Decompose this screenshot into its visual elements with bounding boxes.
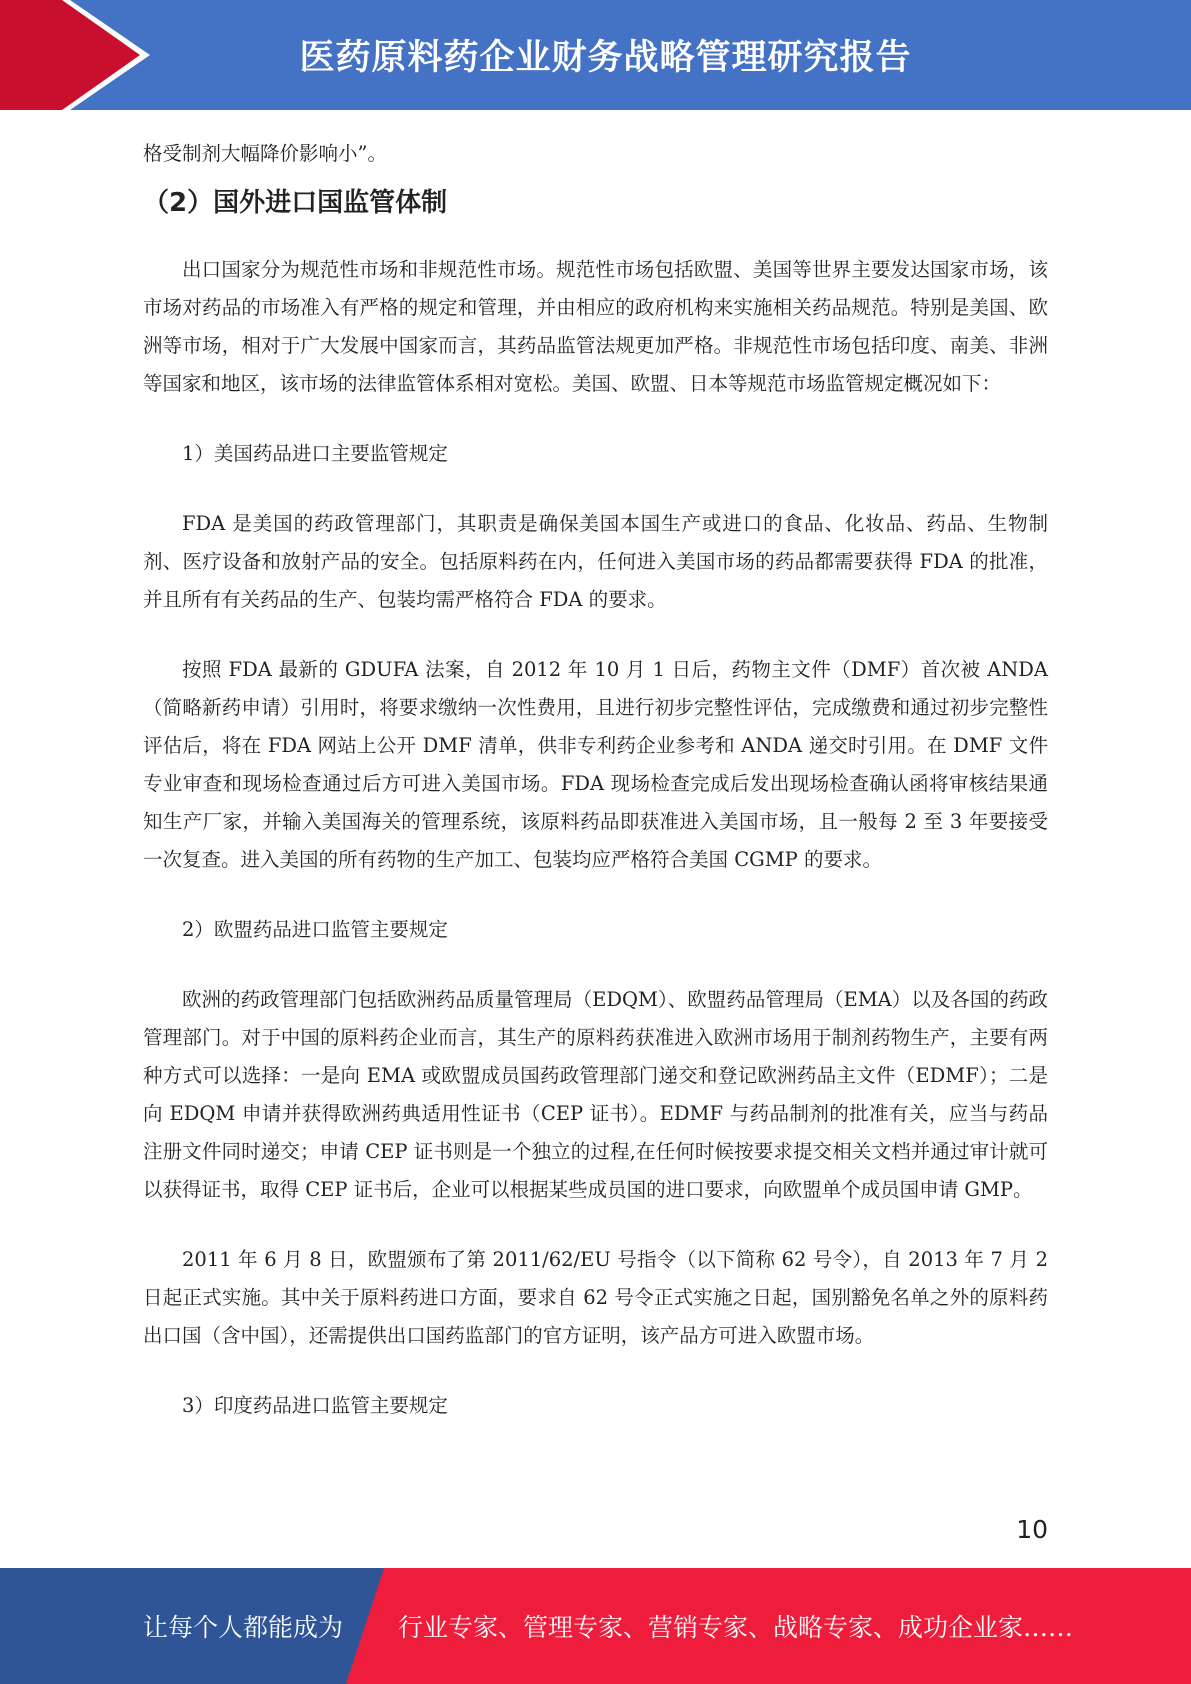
footer-slogan-right: 行业专家、管理专家、营销专家、战略专家、成功企业家…… [398,1613,1074,1642]
paragraph-us-fda: FDA 是美国的药政管理部门，其职责是确保美国本国生产或进口的食品、化妆品、药品、生物制剂、医疗设备和放射产品的安全。包括原料药在内，任何进入美国市场的药品都需要获得 FDA 的批准，并且所有有关药品的生产、包装均需严格符合 FDA 的要求。 [143,512,1048,611]
section-heading: （2）国外进口国监管体制 [143,188,448,218]
page-number: 10 [1016,1515,1048,1544]
subheading-us: 1）美国药品进口主要监管规定 [182,442,448,465]
subheading-eu: 2）欧盟药品进口监管主要规定 [182,918,448,941]
continued-text: 格受制剂大幅降价影响小”。 [143,142,387,165]
paragraph-eu-directive: 2011 年 6 月 8 日，欧盟颁布了第 2011/62/EU 号指令（以下简称 62 号令），自 2013 年 7 月 2 日起正式实施。其中关于原料药进口方面，要求自 62 号令正式实施之日起，国别豁免名单之外的原料药出口国（含中国），还需提供出口国药监部门的官方证明，该产品方可进入欧盟市场。 [143,1248,1048,1347]
paragraph-us-gdufa: 按照 FDA 最新的 GDUFA 法案，自 2012 年 10 月 1 日后，药物主文件（DMF）首次被 ANDA（简略新药申请）引用时，将要求缴纳一次性费用，且进行初步完整性评估，完成缴费和通过初步完整性评估后，将在 FDA 网站上公开 DMF 清单，供非专利药企业参考和 ANDA 递交时引用。在 DMF 文件专业审查和现场检查通过后方可进入美国市场。FDA 现场检查完成后发出现场检查确认函将审核结果通知生产厂家，并输入美国海关的管理系统，该原料药品即获准进入美国市场，且一般每 2 至 3 年要接受一次复查。进入美国的所有药物的生产加工、包装均应严格符合美国 CGMP 的要求。 [143,658,1048,871]
footer-slogan-left: 让每个人都能成为 [143,1613,344,1642]
report-title: 医药原料药企业财务战略管理研究报告 [299,38,912,78]
paragraph-intro: 出口国家分为规范性市场和非规范性市场。规范性市场包括欧盟、美国等世界主要发达国家市场，该市场对药品的市场准入有严格的规定和管理，并由相应的政府机构来实施相关药品规范。特别是美国、欧洲等市场，相对于广大发展中国家而言，其药品监管法规更加严格。非规范性市场包括印度、南美、非洲等国家和地区，该市场的法律监管体系相对宽松。美国、欧盟、日本等规范市场监管规定概况如下： [143,258,1048,395]
subheading-india: 3）印度药品进口监管主要规定 [182,1394,448,1417]
paragraph-eu-authorities: 欧洲的药政管理部门包括欧洲药品质量管理局（EDQM）、欧盟药品管理局（EMA）以及各国的药政管理部门。对于中国的原料药企业而言，其生产的原料药获准进入欧洲市场用于制剂药物生产，主要有两种方式可以选择：一是向 EMA 或欧盟成员国药政管理部门递交和登记欧洲药品主文件（EDMF）；二是向 EDQM 申请并获得欧洲药典适用性证书（CEP 证书）。EDMF 与药品制剂的批准有关，应当与药品注册文件同时递交；申请 CEP 证书则是一个独立的过程,在任何时候按要求提交相关文档并通过审计就可以获得证书，取得 CEP 证书后，企业可以根据某些成员国的进口要求，向欧盟单个成员国申请 GMP。 [143,988,1048,1201]
page-content [143,135,1048,1425]
